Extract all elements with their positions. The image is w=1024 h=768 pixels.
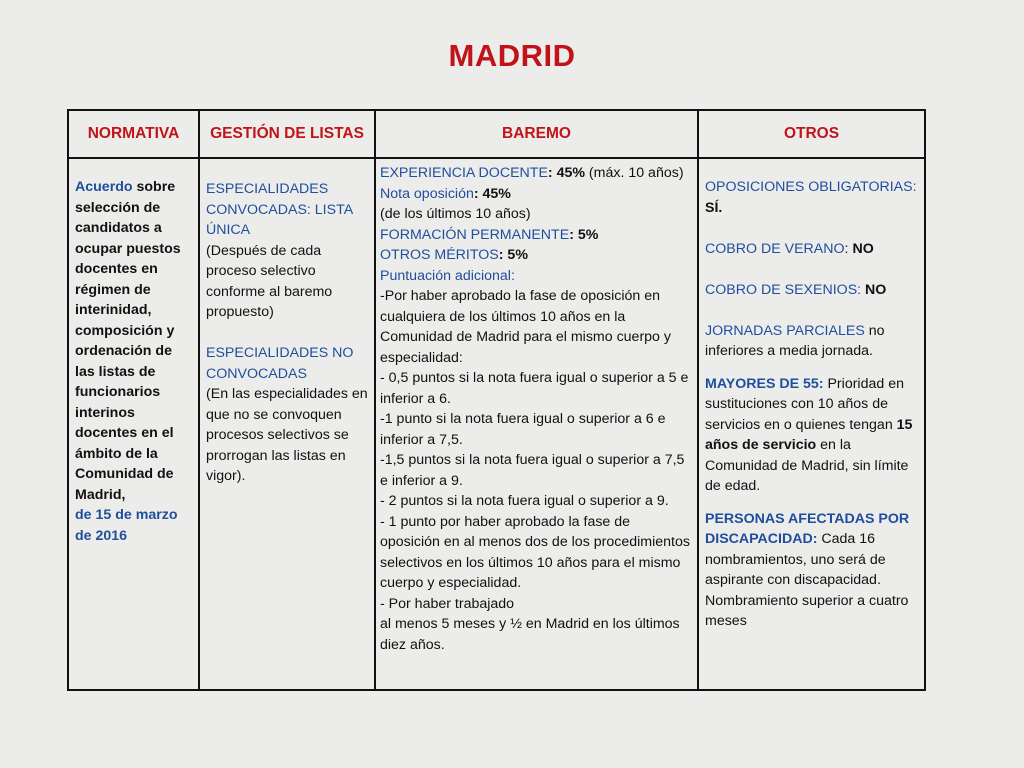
baremo-item: -1,5 puntos si la nota fuera igual o superior a 7,5 e inferior a 9. <box>380 452 685 489</box>
convocadas-text: (Después de cada proceso selectivo conforme al baremo propuesto) <box>206 242 333 320</box>
otros-meritos-label: OTROS MÉRITOS <box>380 247 499 263</box>
oposiciones-value: SÍ. <box>705 199 723 216</box>
adicional-label: Puntuación adicional <box>380 267 511 284</box>
baremo-item: -1 punto si la nota fuera igual o superior a 6 e inferior a 7,5. <box>380 411 666 448</box>
comparison-table <box>67 109 926 691</box>
normativa-text: sobre selección de candidatos a ocupar puestos docentes en régimen de interinidad, composición y ordenación de las listas de funcionarios interinos docentes en el ámbito de la Comunidad de Madrid, <box>75 179 181 503</box>
otros-meritos-value: : 5% <box>498 247 528 263</box>
baremo-item: - 0,5 puntos si la nota fuera igual o superior a 5 e inferior a 6. <box>380 370 689 407</box>
header-row <box>68 110 925 158</box>
header-baremo: BAREMO <box>375 110 698 158</box>
oposiciones-label: OPOSICIONES OBLIGATORIAS <box>705 179 913 195</box>
nota-label: Nota oposición <box>380 185 474 202</box>
jornadas-line <box>705 321 920 362</box>
header-otros: OTROS <box>698 110 925 158</box>
verano-line: COBRO DE VERANO: NO <box>705 240 874 257</box>
experiencia-label: EXPERIENCIA DOCENTE <box>380 165 548 181</box>
sexenios-line <box>705 280 920 301</box>
jornadas-text: no inferiores a media jornada. <box>705 322 885 359</box>
baremo-item: -Por haber aprobado la fase de oposición en cualquiera de los últimos 10 años en la Comunidad de Madrid para el mismo cuerpo y especialidad: <box>380 288 671 366</box>
oposiciones-line: OPOSICIONES OBLIGATORIAS: <box>705 179 917 195</box>
formacion-label: FORMACIÓN PERMANENTE <box>380 226 570 243</box>
baremo-item: - Por haber trabajado <box>380 595 515 612</box>
otros-meritos-line <box>380 245 693 266</box>
discapacidad-text: Cada 16 nombramientos, uno será de aspirante con discapacidad. Nombramiento superior a cuatro meses <box>705 531 909 629</box>
adicional-line <box>380 266 693 287</box>
no-convocadas-title: ESPECIALIDADES NO CONVOCADAS <box>206 345 354 382</box>
experiencia-note: (máx. 10 años) <box>584 165 684 181</box>
normativa-cell <box>68 158 199 690</box>
baremo-item: - 1 punto por haber aprobado la fase de oposición en al menos dos de los procedimientos selectivos en los últimos 10 años para el mismo cuerpo y especialidad. <box>380 513 690 591</box>
nota-value: : 45% <box>473 185 511 202</box>
baremo-cell <box>375 158 698 690</box>
verano-value: NO <box>848 240 874 257</box>
header-normativa: NORMATIVA <box>68 110 199 158</box>
otros-cell <box>698 158 925 690</box>
discapacidad-line <box>705 509 920 632</box>
verano-label: COBRO DE VERANO <box>705 240 845 257</box>
mayores-label: MAYORES DE 55: <box>705 375 824 392</box>
sexenios-label: COBRO DE SEXENIOS: <box>705 281 862 298</box>
nota-note: (de los últimos 10 años) <box>380 206 531 222</box>
sexenios-value: NO <box>861 281 887 298</box>
page-title: MADRID <box>448 38 576 73</box>
content-row <box>68 158 925 690</box>
gestion-cell <box>199 158 375 690</box>
nota-line <box>380 184 693 205</box>
acuerdo-link: Acuerdo <box>75 179 133 195</box>
baremo-item: - 2 puntos si la nota fuera igual o superior a 9. <box>380 493 669 509</box>
header-gestion-listas: GESTIÓN DE LISTAS <box>199 110 375 158</box>
discapacidad-label: PERSONAS AFECTADAS POR DISCAPACIDAD: <box>705 510 910 547</box>
mayores-line: MAYORES DE 55: Prioridad en sustituciones con 10 años de servicios en o quienes tengan 15 años de servicio en la Comunidad de Madrid, sin límite de edad. <box>705 375 913 494</box>
experiencia-line <box>380 163 693 184</box>
no-convocadas-text: (En las especialidades en que no se convoquen procesos selectivos se prorrogan las listas en vigor). <box>206 386 368 484</box>
normativa-date: de 15 de marzo de 2016 <box>75 507 178 544</box>
convocadas-title: ESPECIALIDADES CONVOCADAS: LISTA ÚNICA <box>206 181 353 238</box>
mayores-bold: 15 años de servicio <box>705 416 913 453</box>
formacion-line <box>380 225 693 246</box>
formacion-value: : 5% <box>569 226 599 243</box>
adicional-colon: : <box>510 267 515 284</box>
jornadas-label: JORNADAS PARCIALES <box>705 322 865 339</box>
baremo-item: al menos 5 meses y ½ en Madrid en los últimos diez años. <box>380 616 680 653</box>
experiencia-value: : 45% <box>547 165 585 181</box>
